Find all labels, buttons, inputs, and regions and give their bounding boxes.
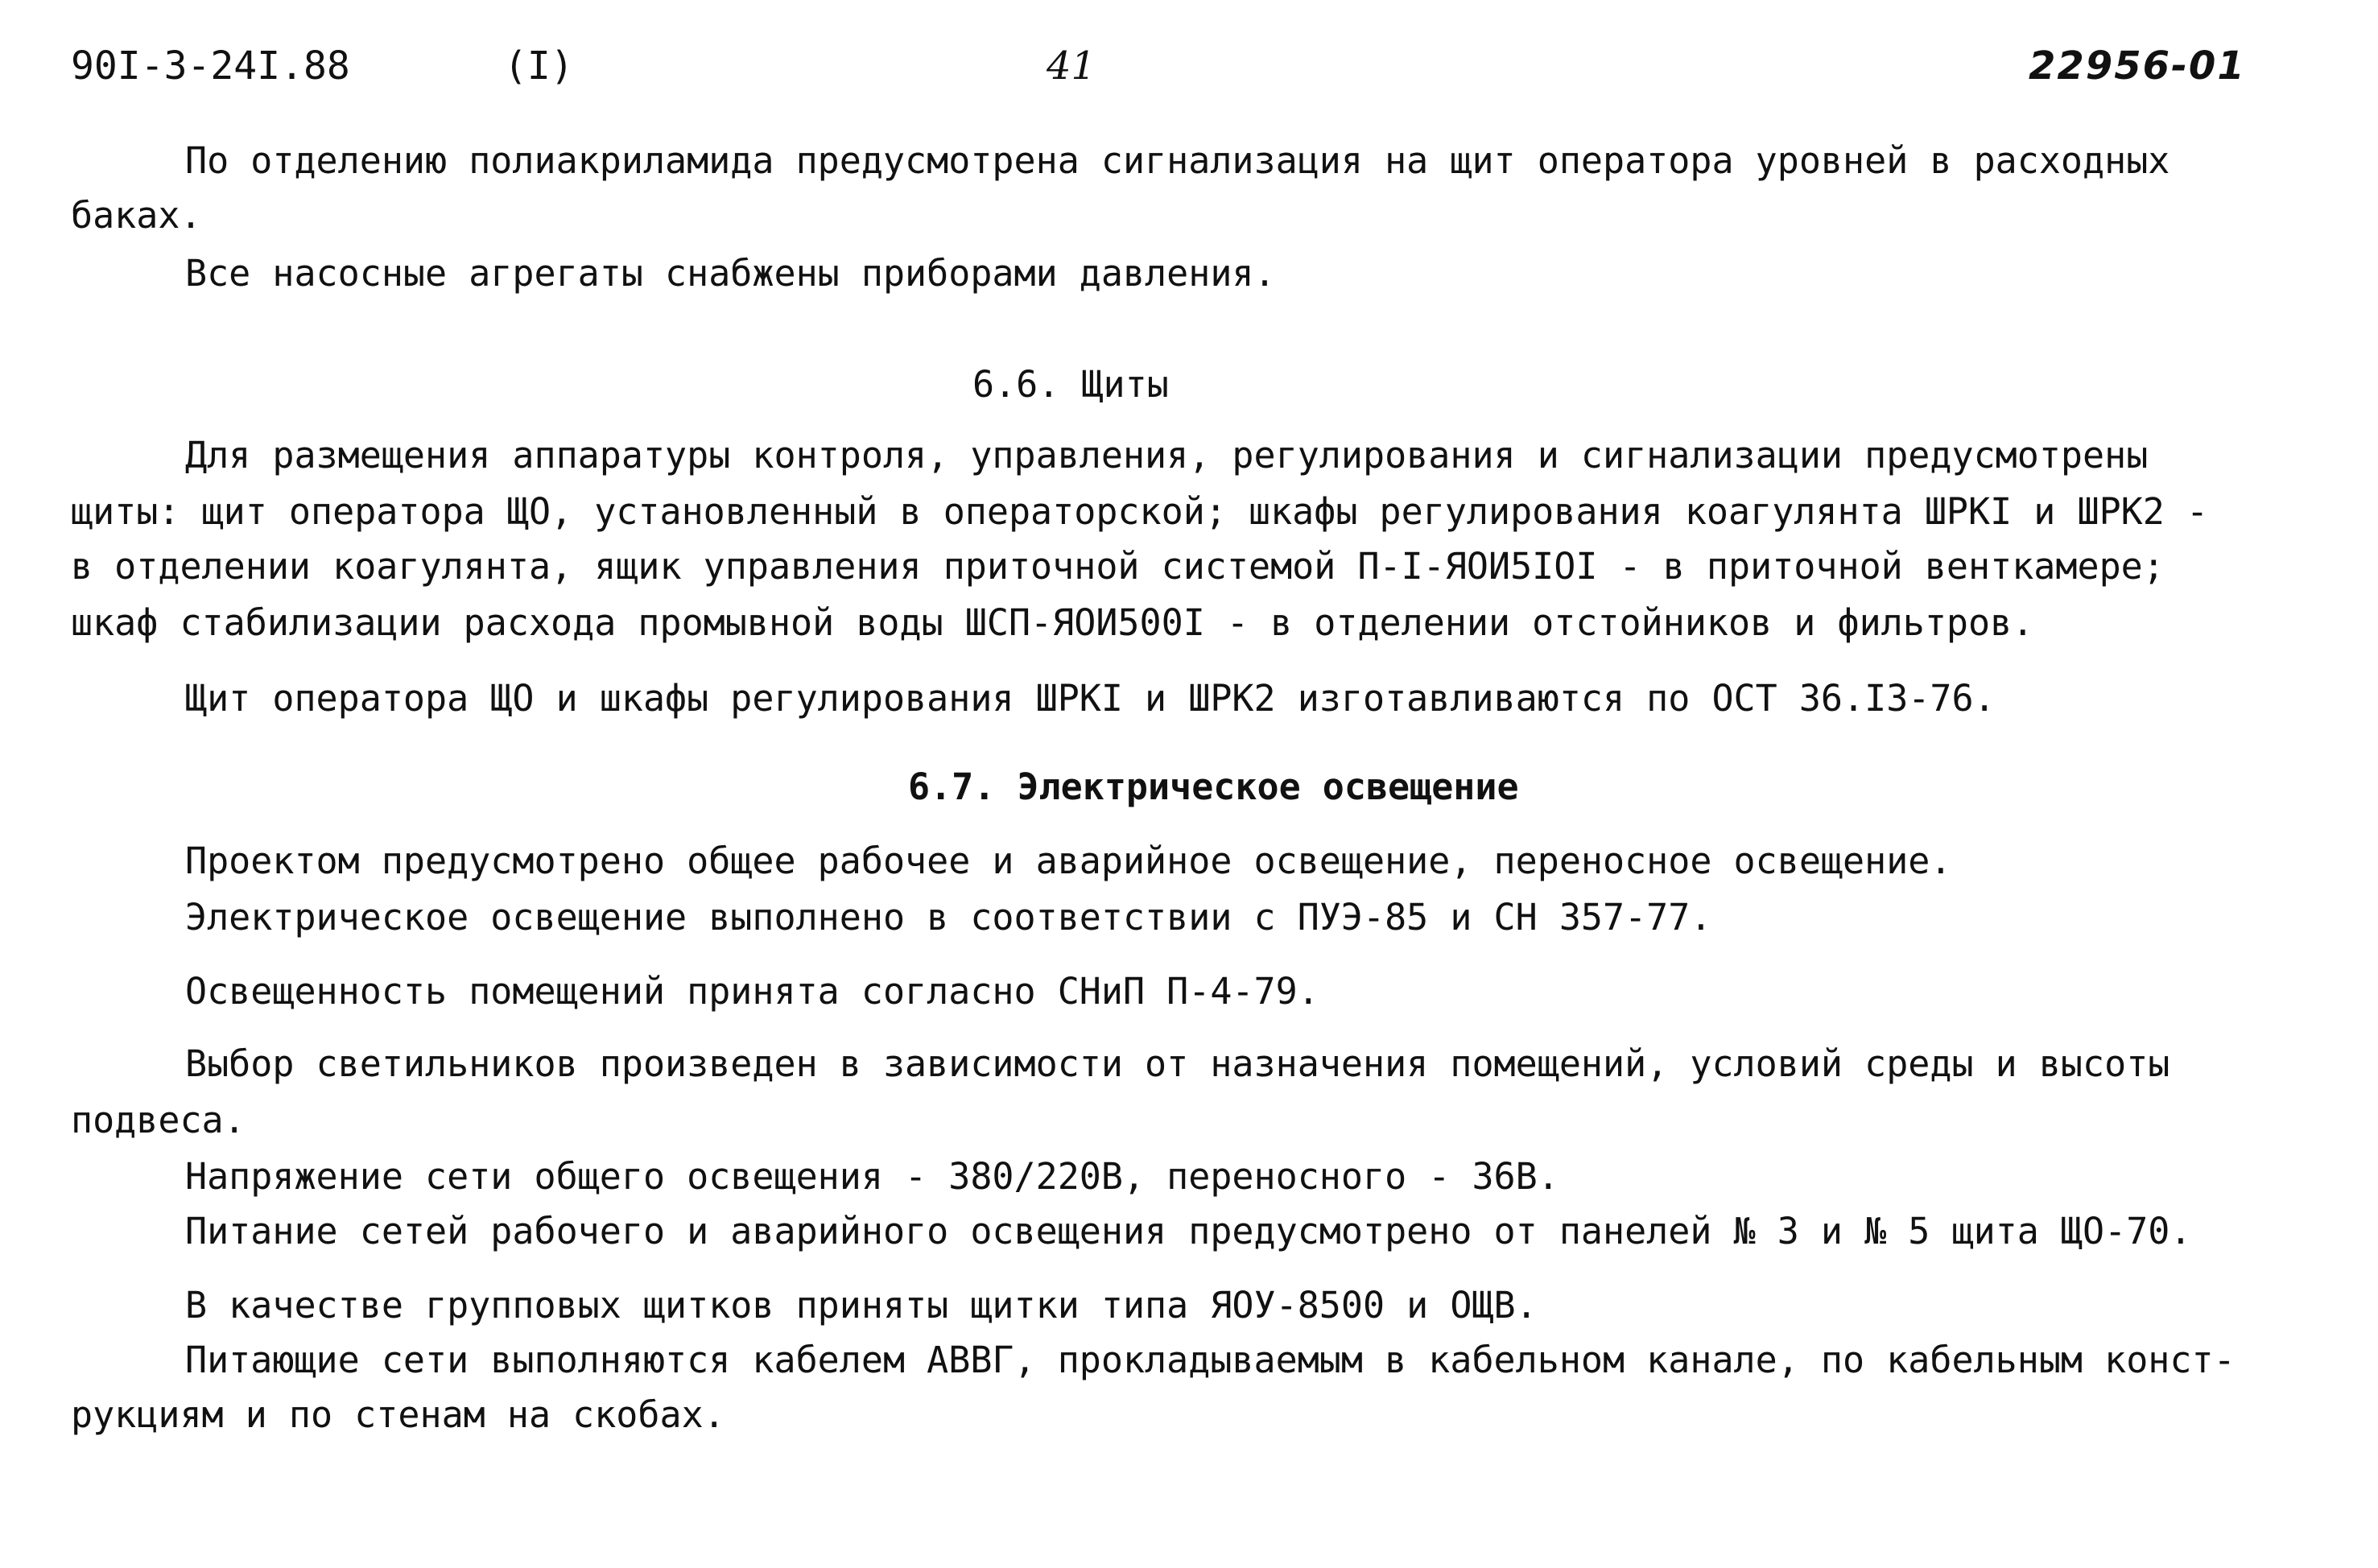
paragraph-line: щиты: щит оператора ЩО, установленный в операторской; шкафы регулирования коагулянта ШРКI и ШРК2 - <box>71 490 2209 533</box>
paragraph-line: Проектом предусмотрено общее рабочее и аварийное освещение, переносное освещение. <box>185 840 1952 882</box>
paragraph-line: Выбор светильников произведен в зависимости от назначения помещений, условий среды и высоты <box>185 1042 2170 1085</box>
paragraph-line: баках. <box>71 194 202 237</box>
paragraph-line: Напряжение сети общего освещения - 380/220В, переносного - 36В. <box>185 1155 1559 1198</box>
section-heading-6-7: 6.7. Электрическое освещение <box>908 765 1519 808</box>
paragraph-line: В качестве групповых щитков приняты щитки типа ЯОУ-8500 и ОЩВ. <box>185 1284 1538 1327</box>
document-part: (I) <box>504 43 574 89</box>
document-number: 90I-3-24I.88 <box>71 43 350 89</box>
paragraph-line: Питающие сети выполняются кабелем АВВГ, прокладываемым в кабельном канале, по кабельным конст- <box>185 1339 2236 1381</box>
paragraph-line: Все насосные агрегаты снабжены приборами давления. <box>185 252 1276 295</box>
paragraph-line: Щит оператора ЩО и шкафы регулирования ШРКI и ШРК2 изготавливаются по ОСТ 36.I3-76. <box>185 677 1996 720</box>
paragraph-line: Электрическое освещение выполнено в соответствии с ПУЭ-85 и СН 357-77. <box>185 896 1712 939</box>
paragraph-line: Для размещения аппаратуры контроля, управления, регулирования и сигнализации предусмотрены <box>185 434 2149 477</box>
paragraph-line: По отделению полиакриламида предусмотрена сигнализация на щит оператора уровней в расходных <box>185 139 2170 182</box>
document-code: 22956-01 <box>2029 43 2246 89</box>
section-heading-6-6: 6.6. Щиты <box>972 363 1169 406</box>
paragraph-line: Освещенность помещений принята согласно СНиП П-4-79. <box>185 970 1319 1013</box>
page-number: 41 <box>1047 43 1096 89</box>
paragraph-line: шкаф стабилизации расхода промывной воды ШСП-ЯОИ500I - в отделении отстойников и фильтров. <box>71 601 2034 644</box>
paragraph-line: в отделении коагулянта, ящик управления приточной системой П-I-ЯОИ5IОI - в приточной венткамере; <box>71 545 2165 588</box>
paragraph-line: Питание сетей рабочего и аварийного освещения предусмотрено от панелей № 3 и № 5 щита ЩО-70. <box>185 1210 2192 1252</box>
paragraph-line: подвеса. <box>71 1099 246 1141</box>
paragraph-line: рукциям и по стенам на скобах. <box>71 1393 725 1436</box>
